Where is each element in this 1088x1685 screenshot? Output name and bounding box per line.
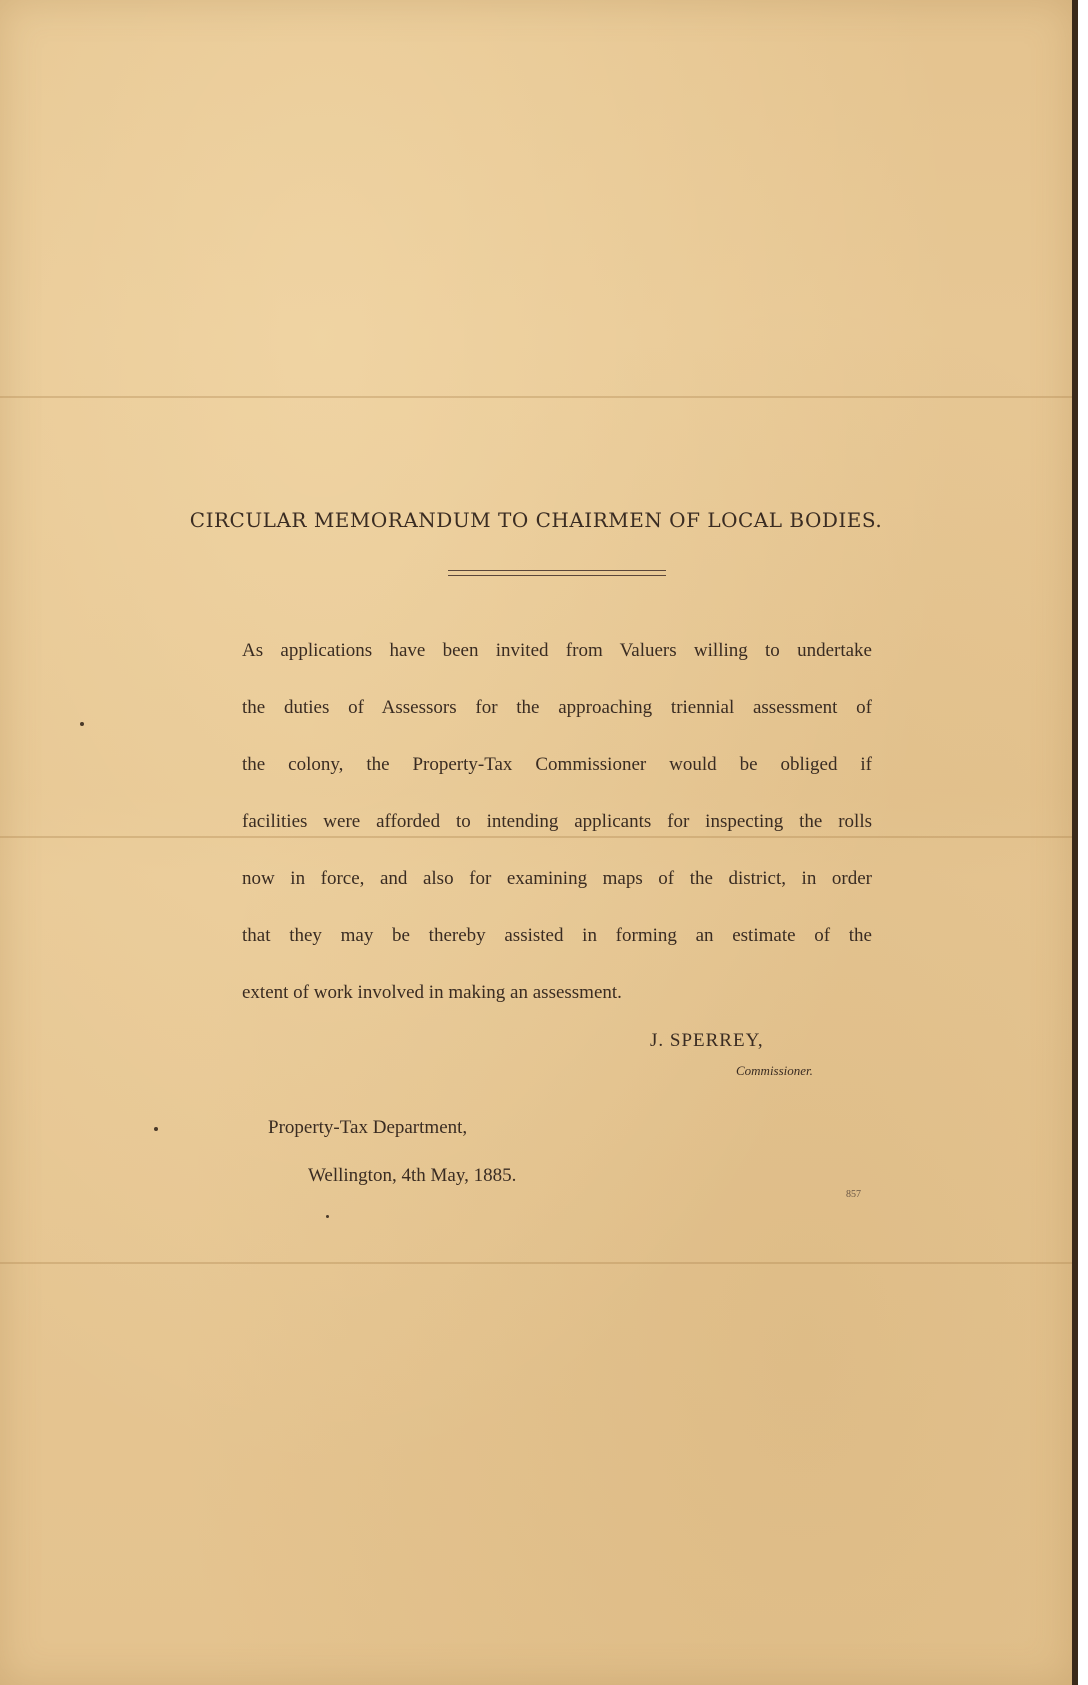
department-line: Property-Tax Department, <box>268 1117 468 1138</box>
signature-title: Commissioner. <box>736 1063 813 1078</box>
body-line: extent of work involved in making an assessment. <box>242 982 622 1003</box>
body-line: the colony, the Property-Tax Commissioner would be obliged if <box>242 754 872 775</box>
body-line: As applications have been invited from Valuers willing to undertake <box>242 640 872 661</box>
page-edge <box>1072 0 1078 1685</box>
paper-speck <box>154 1127 158 1131</box>
body-line: that they may be thereby assisted in forming an estimate of the <box>242 925 872 946</box>
memorandum-heading: CIRCULAR MEMORANDUM TO CHAIRMEN OF LOCAL BODIES. <box>189 508 883 532</box>
paper-fold-line <box>0 396 1072 398</box>
memorandum-body <box>242 622 872 1021</box>
print-number: 857 <box>846 1189 861 1200</box>
paper-speck <box>80 722 84 726</box>
place-date-line: Wellington, 4th May, 1885. <box>308 1165 517 1186</box>
heading-divider <box>448 570 666 576</box>
body-line: the duties of Assessors for the approaching triennial assessment of <box>242 697 872 718</box>
body-line: facilities were afforded to intending applicants for inspecting the rolls <box>242 811 872 832</box>
body-line: now in force, and also for examining maps of the district, in order <box>242 868 872 889</box>
paper-fold-line <box>0 1262 1072 1264</box>
signature-name: J. SPERREY, <box>650 1030 764 1051</box>
paper-speck <box>326 1215 329 1218</box>
